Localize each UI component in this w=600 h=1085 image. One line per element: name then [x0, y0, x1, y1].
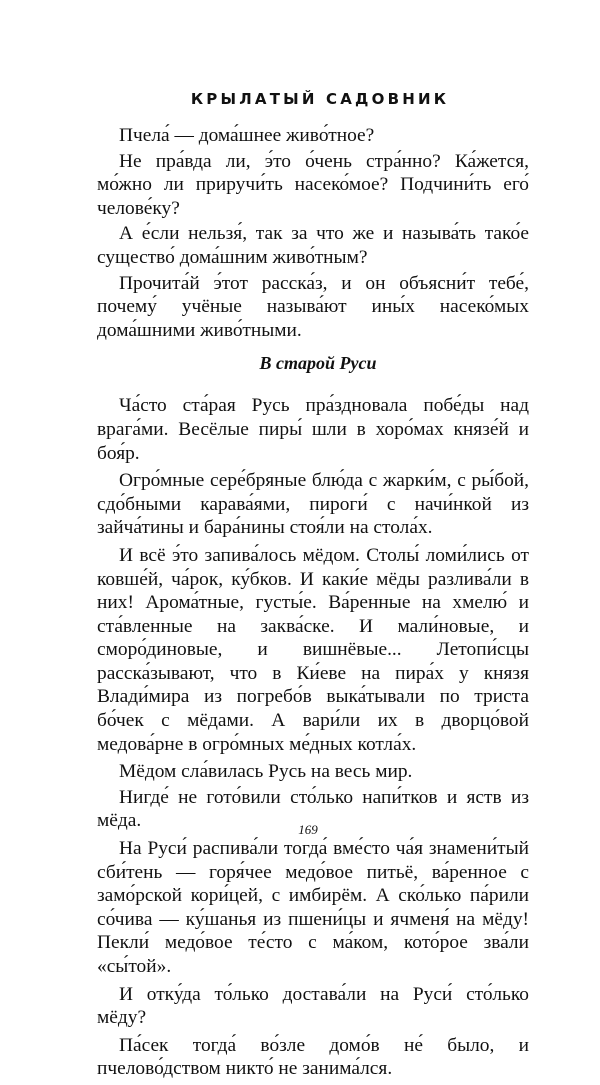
- body-paragraph: Ча́сто ста́рая Русь пра́здновала побе́ды над врага́ми. Весёлые пиры́ шли в хоро́мах князе́й и боя́р.: [97, 395, 529, 464]
- chapter-title: КРЫЛАТЫЙ САДОВНИК: [190, 90, 450, 108]
- body-paragraph: Огро́мные сере́бряные блю́да с жарки́м, с ры́бой, сдо́бными карава́ями, пироги́ с начи́нкой из зайча́тины и бара́нины стоя́ли на стола́х.: [97, 470, 529, 539]
- section-title: В старой Руси: [259, 353, 377, 374]
- page-number: 169: [298, 822, 318, 837]
- body-paragraph: И отку́да то́лько достава́ли на Руси́ сто́лько мёду?: [97, 983, 529, 1029]
- body-paragraph: Па́сек тогда́ во́зле домо́в не́ было, и пчелово́дством никто́ не занима́лся.: [97, 1034, 529, 1080]
- body-paragraph: На Руси́ распива́ли тогда́ вме́сто ча́я знамени́тый сби́тень — горя́чее медо́вое питьё, ва́ренное с замо́рской кори́цей, с имбирём. А ско́лько па́рили со́чива — ку́шанья из пшени́цы и ячменя́ на мёду! Пекли́ медо́вое те́сто с ма́ком, кото́рое зва́ли «сы́той».: [97, 838, 529, 977]
- intro-paragraph: Прочита́й э́тот расска́з, и он объясни́т тебе́, почему́ учёные называ́ют ины́х насеко́мых дома́шними живо́тными.: [97, 272, 529, 341]
- page-content: [97, 88, 529, 1085]
- intro-paragraph: А е́сли нельзя́, так за что же и называ́ть тако́е существо́ дома́шним живо́тным?: [97, 223, 529, 268]
- intro-paragraph: Пчела́ — дома́шнее живо́тное?: [119, 125, 375, 146]
- body-paragraph: Нигде́ не гото́вили сто́лько напи́тков и яств из мёда.: [97, 786, 529, 832]
- body-paragraph: Мёдом сла́вилась Русь на весь мир.: [119, 761, 413, 783]
- body-paragraph: И всё э́то запива́лось мёдом. Столы́ ломи́лись от ковше́й, ча́рок, ку́бков. И каки́е мёды разлива́ли в них! Арома́тные, густы́е. Ва́ренные на хмелю́ и ста́вленные на заква́ске. И мали́новые, и сморо́диновые, и вишнёвые... Летопи́сцы расска́зывают, что в Ки́еве на пира́х у князя Влади́мира из погребо́в выка́тывали по триста бо́чек с мёдами. А вари́ли их в дворцо́вой медова́рне в огро́мных ме́дных котла́х.: [97, 544, 529, 755]
- intro-paragraph: Не пра́вда ли, э́то о́чень стра́нно? Ка́жется, мо́жно ли приручи́ть насеко́мое? Подчини́ть его́ челове́ку?: [97, 150, 529, 219]
